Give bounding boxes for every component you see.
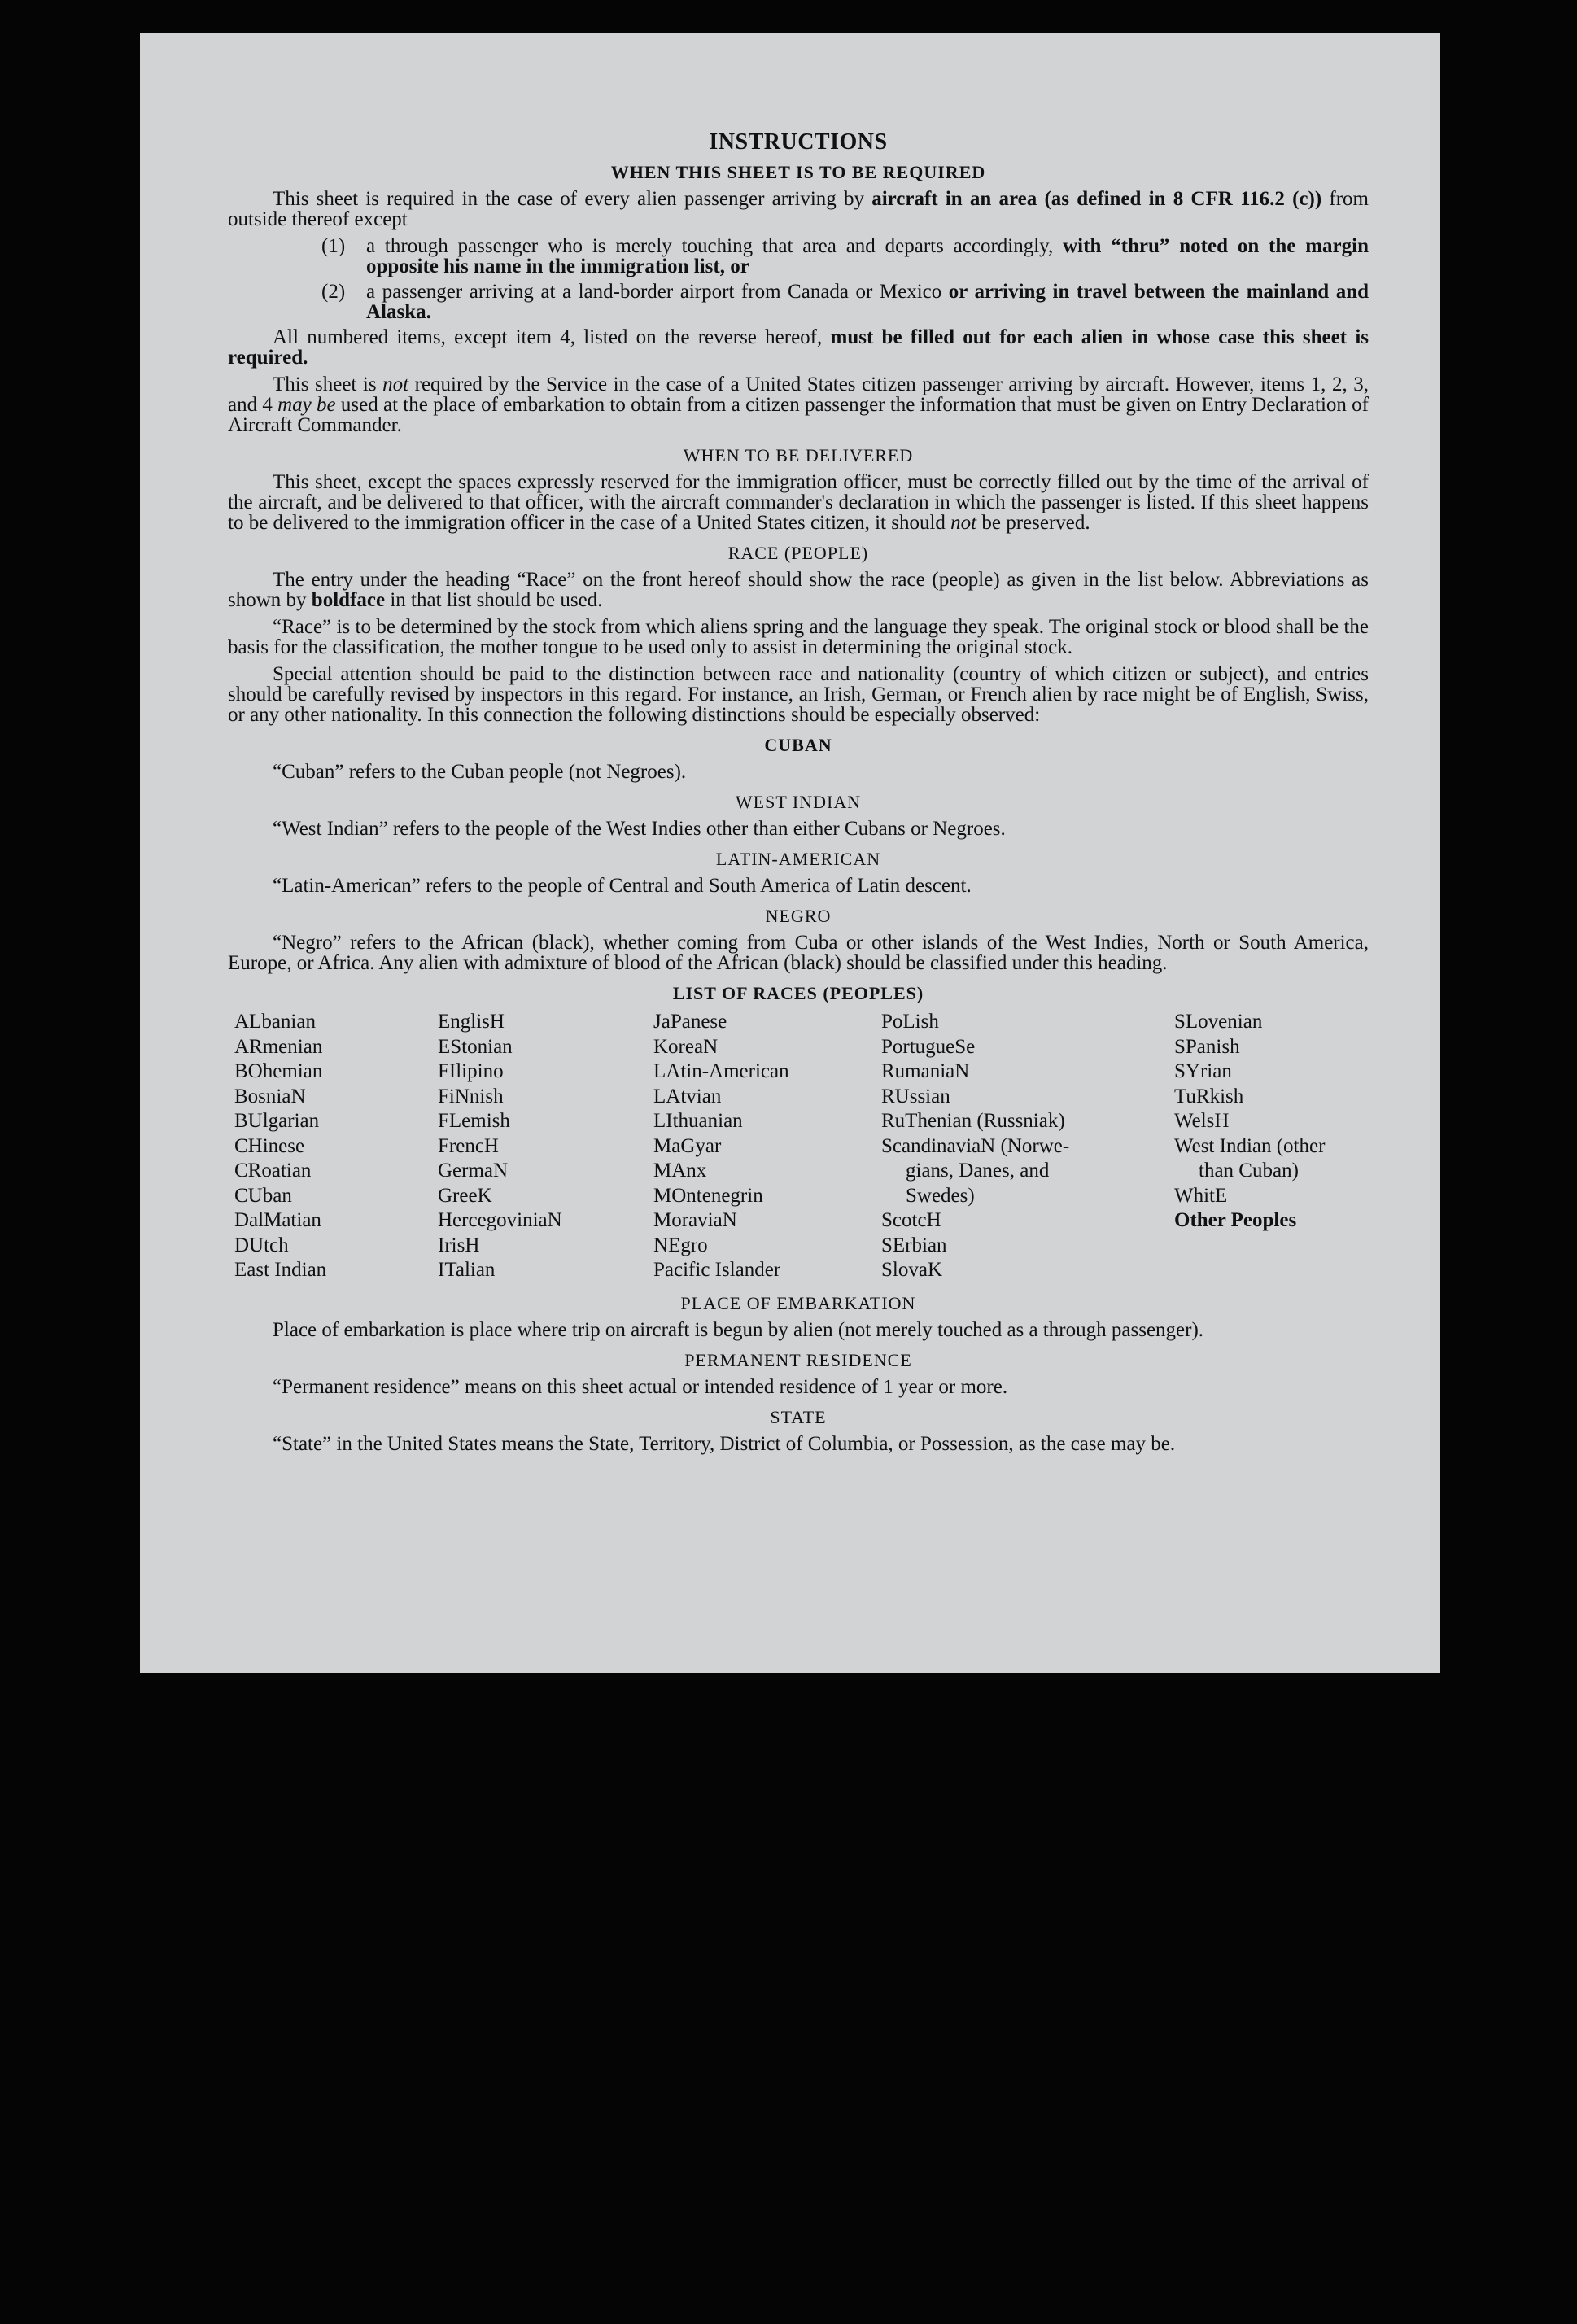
race-entry: FIlipino xyxy=(438,1060,504,1082)
paragraph-cuban: “Cuban” refers to the Cuban people (not Negroes). xyxy=(273,761,687,783)
heading-place-of-embarkation: PLACE OF EMBARKATION xyxy=(680,1292,916,1313)
paragraph-residence: “Permanent residence” means on this sheet actual or intended residence of 1 year or more. xyxy=(273,1375,1008,1398)
race-entry-continued: than Cuban) xyxy=(1199,1160,1299,1182)
item-number: (1) xyxy=(321,235,346,257)
races-column-5 xyxy=(1174,1010,1369,1283)
race-entry: JaPanese xyxy=(653,1011,727,1033)
race-entry: CUban xyxy=(234,1184,292,1207)
heading-permanent-residence: PERMANENT RESIDENCE xyxy=(684,1349,912,1370)
races-column-4 xyxy=(881,1010,1174,1283)
text-run: This sheet, except the spaces expressly reserved for the immigration officer, must be correctly filled out by the time of the arrival of the aircraft, and be delivered to that officer, with the aircraft commander's declaration in which the passenger is listed. If this sheet happens to be delivered to the immigration officer in the case of a United States citizen, it should xyxy=(228,471,1369,534)
race-entry: DalMatian xyxy=(234,1209,321,1231)
text-run: This sheet is xyxy=(273,374,383,395)
exception-item-2 xyxy=(321,282,1369,322)
race-entry: SErbian xyxy=(881,1234,947,1256)
race-entry: PoLish xyxy=(881,1011,939,1033)
race-entry: LIthuanian xyxy=(653,1110,743,1132)
race-entry: Pacific Islander xyxy=(653,1259,781,1281)
race-entry: DUtch xyxy=(234,1234,289,1256)
text-run: All numbered items, except item 4, listed on the reverse hereof, xyxy=(273,326,831,348)
page-title: INSTRUCTIONS xyxy=(709,129,888,155)
text-run: from outside thereof except xyxy=(228,188,1369,230)
text-run-bold: must be filled out for each alien in whose case this sheet is required. xyxy=(228,326,1369,369)
paragraph-state: “State” in the United States means the State, Territory, District of Columbia, or Possession, as the case may be. xyxy=(273,1432,1176,1455)
race-entry: ScotcH xyxy=(881,1209,941,1231)
race-entry: EnglisH xyxy=(438,1011,505,1033)
race-entry: WelsH xyxy=(1174,1110,1230,1132)
text-run-bold: with “thru” noted on the margin opposite his name in the immigration list, or xyxy=(366,235,1369,277)
paragraph-required xyxy=(228,189,1369,229)
text-run: required by the Service in the case of a United States citizen passenger arriving by aircraft. However, items 1, 2, 3, and 4 xyxy=(228,374,1369,416)
race-entry: NEgro xyxy=(653,1234,708,1256)
race-entry-continued: Swedes) xyxy=(906,1184,975,1207)
text-run-italic: may be xyxy=(277,394,336,416)
race-entry: RumaniaN xyxy=(881,1060,970,1082)
race-entry: SLovenian xyxy=(1174,1011,1263,1033)
paragraph-numbered-items xyxy=(228,327,1369,368)
races-column-1 xyxy=(234,1010,438,1283)
race-entry: TuRkish xyxy=(1174,1085,1244,1107)
paragraph-delivered xyxy=(228,472,1369,533)
text-run: a through passenger who is merely touching that area and departs accordingly, xyxy=(366,235,1064,257)
race-entry: CHinese xyxy=(234,1134,305,1157)
paragraph-negro: “Negro” refers to the African (black), whether coming from Cuba or other islands of the West Indies, North or South America, Europe, or Africa. Any alien with admixture of blood of the African (black) should be classified under this heading. xyxy=(228,932,1369,974)
paragraph-west-indian: “West Indian” refers to the people of the West Indies other than either Cubans or Negroes. xyxy=(273,818,1006,840)
race-entry: GermaN xyxy=(438,1160,509,1182)
race-entry: PortugueSe xyxy=(881,1035,976,1058)
text-run: The entry under the heading “Race” on the front hereof should show the race (people) as given in the list below. Abbreviations as shown by xyxy=(228,569,1369,611)
race-entry: CRoatian xyxy=(234,1160,312,1182)
text-run: This sheet is required in the case of every alien passenger arriving by xyxy=(273,188,872,210)
heading-list-of-races: LIST OF RACES (PEOPLES) xyxy=(672,983,924,1003)
exception-item-1 xyxy=(321,236,1369,277)
race-entry: HercegoviniaN xyxy=(438,1209,562,1231)
heading-cuban: CUBAN xyxy=(764,735,832,755)
race-entry: SYrian xyxy=(1174,1060,1232,1082)
text-run-italic: not xyxy=(950,512,977,534)
item-text xyxy=(366,282,1369,322)
item-text xyxy=(366,236,1369,277)
paragraph-race-3: Special attention should be paid to the distinction between race and nationality (country of which citizen or subject), and entries should be carefully revised by inspectors in this regard. For instance, an Irish, German, or French alien by race might be of English, Swiss, or any other nationality. In this connection the following distinctions should be especially observed: xyxy=(228,663,1369,726)
heading-race: RACE (PEOPLE) xyxy=(727,543,869,563)
race-entry: WhitE xyxy=(1174,1184,1228,1207)
race-entry: BOhemian xyxy=(234,1060,323,1082)
heading-when-required: WHEN THIS SHEET IS TO BE REQUIRED xyxy=(610,162,986,182)
heading-latin-american: LATIN-AMERICAN xyxy=(715,849,881,869)
race-entry: BosniaN xyxy=(234,1085,306,1107)
race-entry: FiNnish xyxy=(438,1085,504,1107)
race-entry: IrisH xyxy=(438,1234,480,1256)
races-list xyxy=(234,1010,1369,1283)
document-sheet xyxy=(140,33,1440,1673)
race-entry-continued: gians, Danes, and xyxy=(906,1160,1050,1182)
race-entry: RUssian xyxy=(881,1085,950,1107)
race-entry: MAnx xyxy=(653,1160,707,1182)
text-run-italic: not xyxy=(382,374,409,395)
text-run: a passenger arriving at a land-border airport from Canada or Mexico xyxy=(366,281,949,303)
item-number: (2) xyxy=(321,281,346,303)
text-run: used at the place of embarkation to obtain from a citizen passenger the information that must be given on Entry Declaration of Aircraft Commander. xyxy=(228,394,1369,436)
race-entry: KoreaN xyxy=(653,1035,719,1058)
race-entry: West Indian (other xyxy=(1174,1134,1326,1157)
races-column-2 xyxy=(438,1010,653,1283)
paragraph-citizen xyxy=(228,374,1369,435)
race-entry: MOntenegrin xyxy=(653,1184,763,1207)
race-entry: SlovaK xyxy=(881,1259,942,1281)
races-column-3 xyxy=(653,1010,881,1283)
race-entry: EStonian xyxy=(438,1035,513,1058)
paragraph-race-2: “Race” is to be determined by the stock from which aliens spring and the language they speak. The original stock or blood shall be the basis for the classification, the mother tongue to be used only to assist in determining the original stock. xyxy=(228,616,1369,658)
heading-negro: NEGRO xyxy=(765,906,832,926)
race-entry: ALbanian xyxy=(234,1011,316,1033)
paragraph-embarkation: Place of embarkation is place where trip on aircraft is begun by alien (not merely touched as a through passenger). xyxy=(273,1318,1204,1341)
race-entry: MoraviaN xyxy=(653,1209,737,1231)
text-run-bold: boldface xyxy=(311,589,386,611)
text-run: be preserved. xyxy=(976,512,1090,534)
race-entry: ARmenian xyxy=(234,1035,323,1058)
race-entry: LAtin-American xyxy=(653,1060,789,1082)
race-entry: GreeK xyxy=(438,1184,492,1207)
race-entry: SPanish xyxy=(1174,1035,1240,1058)
race-entry: Other Peoples xyxy=(1174,1209,1297,1231)
race-entry: ScandinaviaN (Norwe- xyxy=(881,1134,1070,1157)
paragraph-latin-american: “Latin-American” refers to the people of Central and South America of Latin descent. xyxy=(273,875,972,897)
text-run-bold: or arriving in travel between the mainland and Alaska. xyxy=(366,281,1369,323)
race-entry: RuThenian (Russniak) xyxy=(881,1110,1065,1132)
race-entry: East Indian xyxy=(234,1259,327,1281)
heading-west-indian: WEST INDIAN xyxy=(735,792,862,812)
race-entry: ITalian xyxy=(438,1259,496,1281)
race-entry: LAtvian xyxy=(653,1085,722,1107)
heading-when-delivered: WHEN TO BE DELIVERED xyxy=(683,445,914,465)
race-entry: BUlgarian xyxy=(234,1110,320,1132)
text-run-bold: aircraft in an area (as defined in 8 CFR 116.2 (c)) xyxy=(872,188,1322,210)
paragraph-race-1 xyxy=(228,570,1369,610)
text-run: in that list should be used. xyxy=(385,589,603,611)
race-entry: FLemish xyxy=(438,1110,510,1132)
race-entry: MaGyar xyxy=(653,1134,722,1157)
heading-state: STATE xyxy=(770,1406,827,1427)
race-entry: FrencH xyxy=(438,1134,499,1157)
